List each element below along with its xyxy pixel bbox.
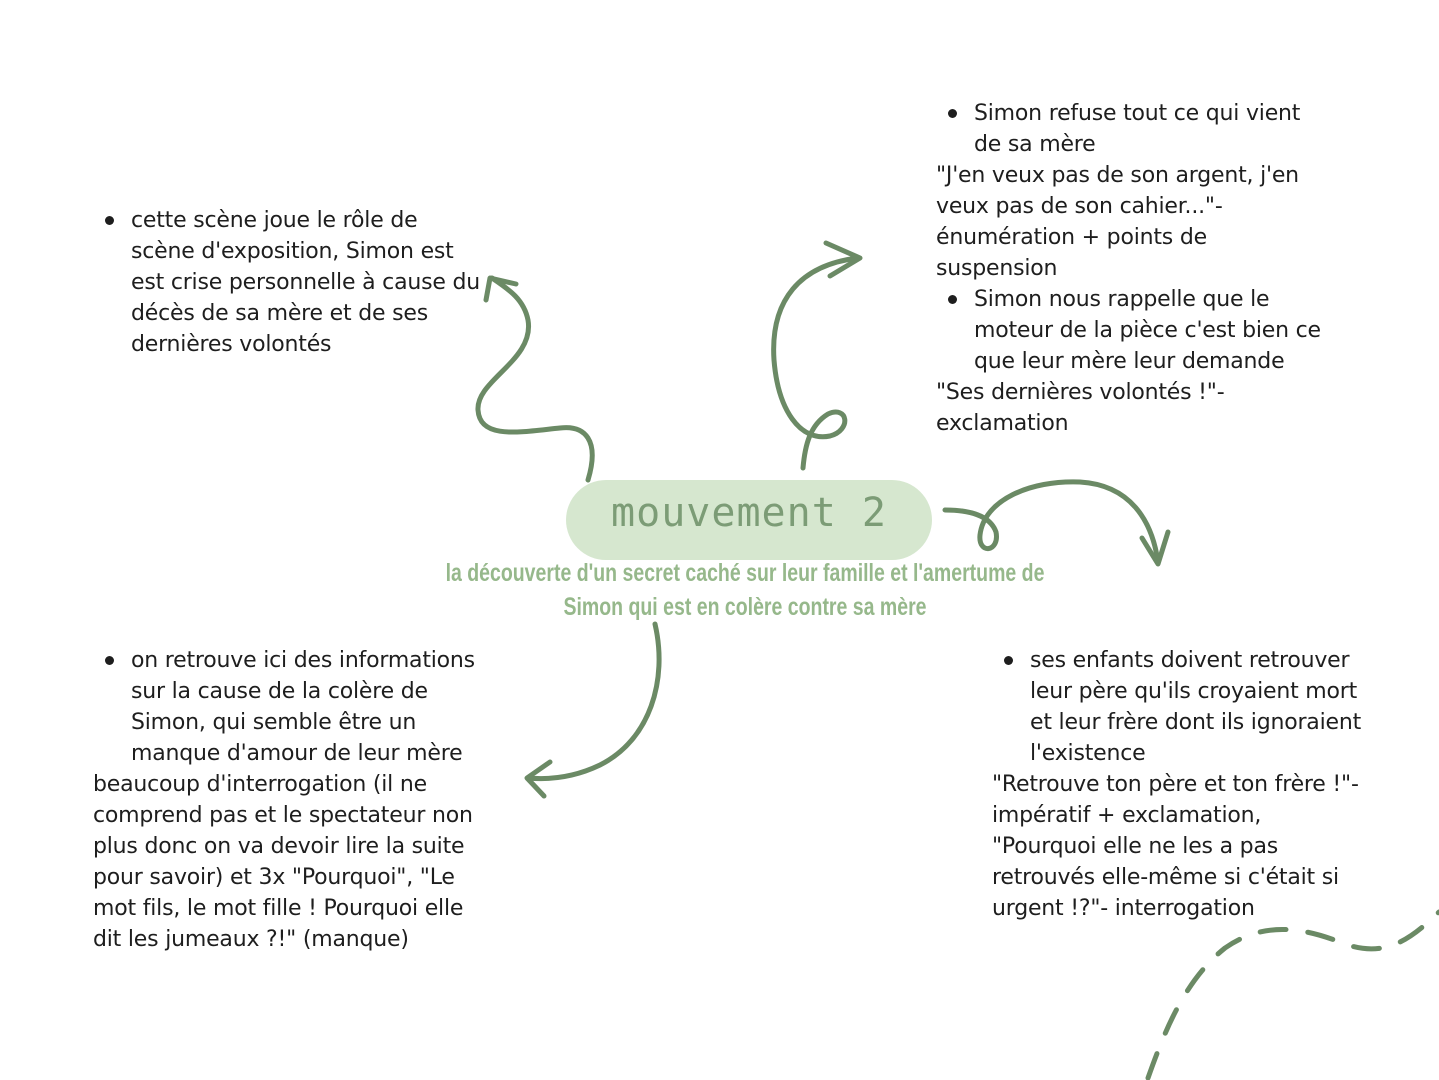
note-top-right-text-1: "J'en veux pas de son argent, j'en veux pas de son cahier..."- énumération + points de suspension — [936, 163, 1299, 281]
decorative-dashed-curve — [1148, 912, 1439, 1078]
note-top-right-bullet-1: Simon refuse tout ce qui vient de sa mère — [936, 98, 1331, 160]
note-top-right — [936, 98, 1331, 439]
arrow-bottom-right — [945, 482, 1158, 562]
note-bottom-left — [93, 645, 478, 955]
note-bottom-left-bullet: on retrouve ici des informations sur la cause de la colère de Simon, qui semble être un manque d'amour de leur mère — [93, 645, 478, 769]
note-bottom-right-text: "Retrouve ton père et ton frère !"- impératif + exclamation, "Pourquoi elle ne les a pas retrouvés elle-même si c'était si urgent !?"- interrogation — [992, 772, 1359, 921]
note-bottom-right-bullet: ses enfants doivent retrouver leur père qu'ils croyaient mort et leur frère dont ils ignoraient l'existence — [992, 645, 1367, 769]
note-top-right-bullet-2: Simon nous rappelle que le moteur de la pièce c'est bien ce que leur mère leur demande — [936, 284, 1331, 377]
arrow-top-right — [774, 258, 858, 468]
arrow-top-left-head — [486, 278, 516, 300]
arrow-top-left — [478, 278, 592, 480]
note-bottom-left-text: beaucoup d'interrogation (il ne comprend pas et le spectateur non plus donc on va devoir lire la suite pour savoir) et 3x "Pourquoi", "Le mot fils, le mot fille ! Pourquoi elle dit les jumeaux ?!" (manque) — [93, 772, 473, 952]
central-title: mouvement 2 — [611, 490, 887, 536]
arrow-bottom-left — [528, 624, 659, 779]
note-bottom-right — [992, 645, 1367, 924]
note-top-right-text-2: "Ses dernières volontés !"- exclamation — [936, 380, 1225, 436]
central-subtitle: la découverte d'un secret caché sur leur famille et l'amertume de Simon qui est en colère contre sa mère — [445, 559, 1045, 621]
note-top-left — [93, 205, 483, 360]
note-top-left-bullet: cette scène joue le rôle de scène d'exposition, Simon est est crise personnelle à cause du décès de sa mère et de ses dernières volontés — [93, 205, 483, 360]
